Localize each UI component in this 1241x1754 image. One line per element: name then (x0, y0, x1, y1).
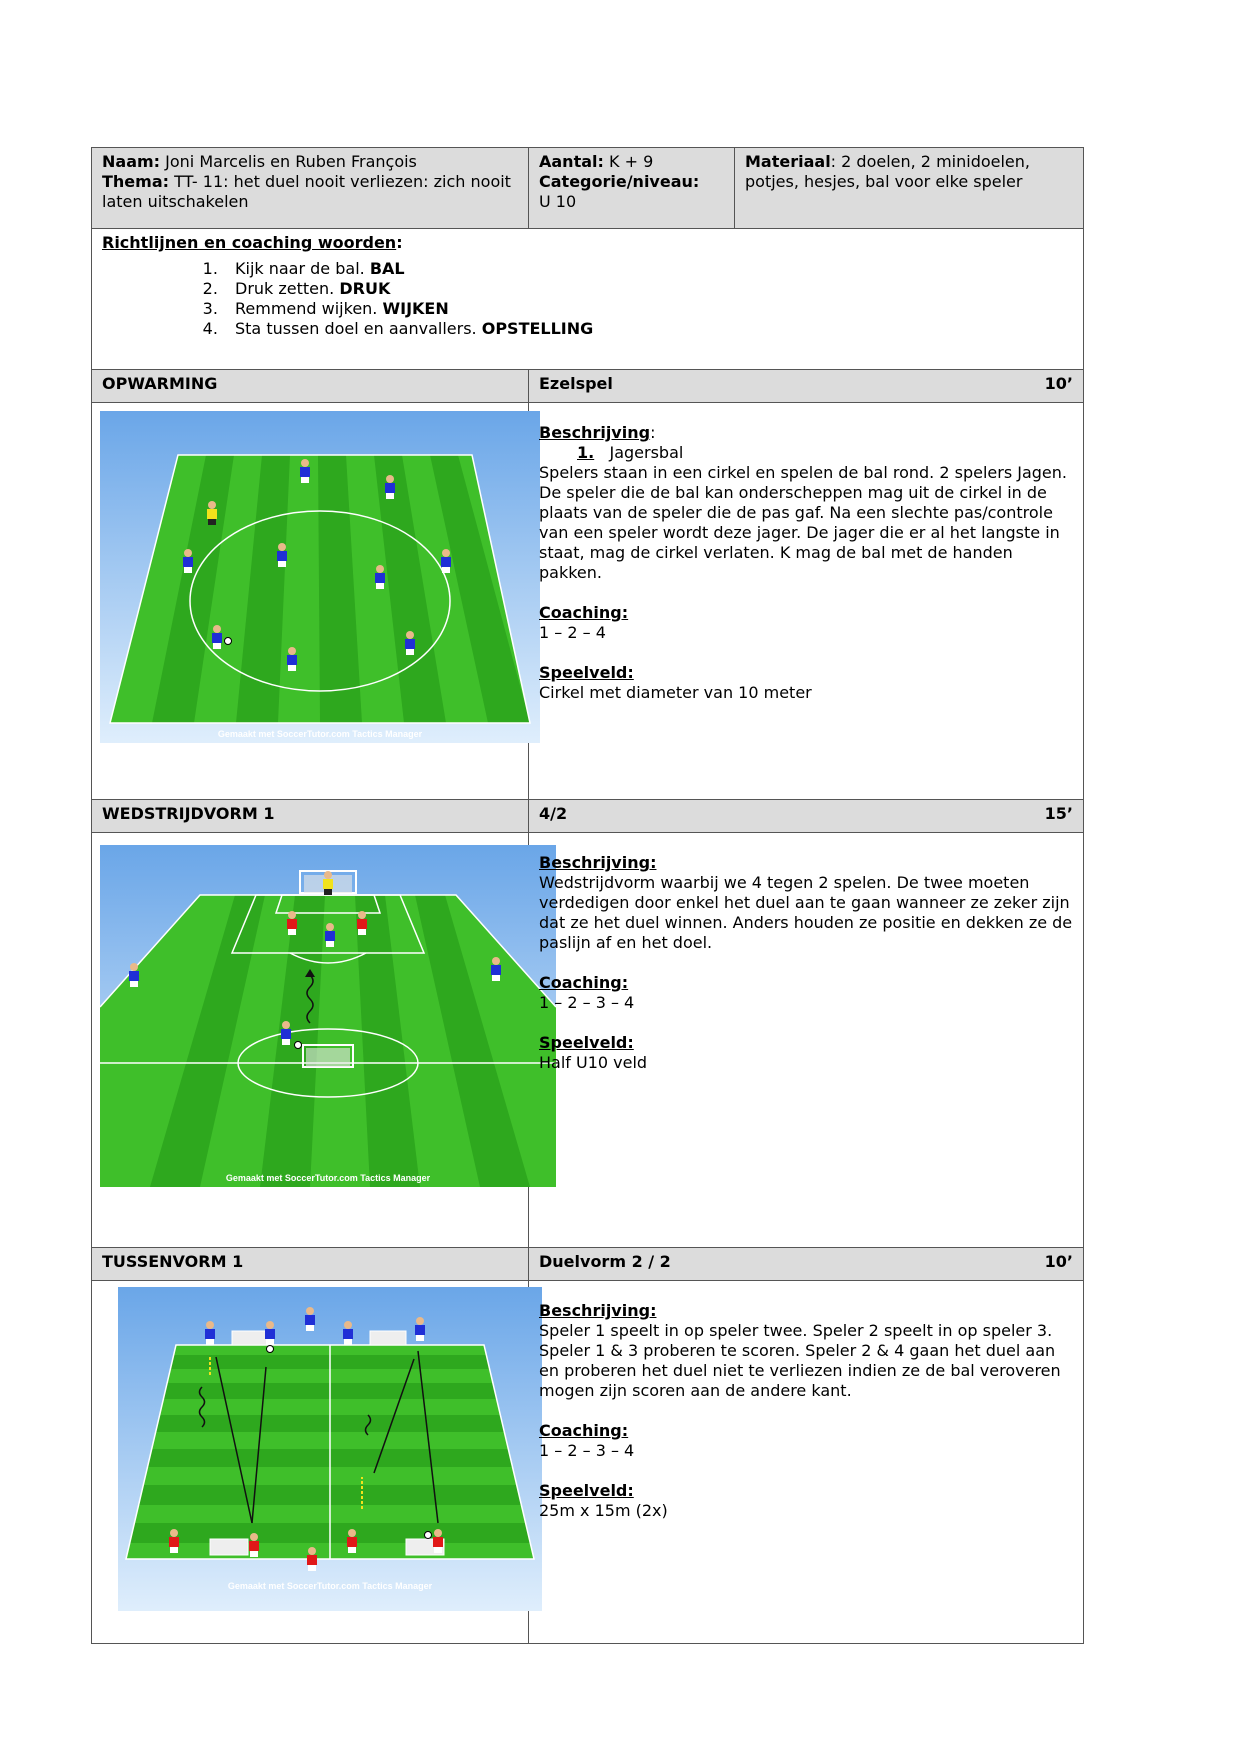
player-blue (375, 565, 385, 589)
watermark: Gemaakt met SoccerTutor.com Tactics Manager (227, 1581, 433, 1591)
drill-diagram-4-2 (100, 845, 556, 1187)
goalkeeper-yellow (323, 871, 333, 895)
guideline-text: Sta tussen doel en aanvallers. (235, 319, 482, 338)
section-exercise-cell (529, 800, 1084, 833)
player-blue (343, 1321, 353, 1345)
diagram-cell (92, 403, 529, 800)
player-blue (325, 923, 335, 947)
player-red (287, 911, 297, 935)
player-red (249, 1533, 259, 1557)
player-blue (281, 1021, 291, 1045)
guideline-item (223, 259, 1073, 279)
header-row (92, 148, 1084, 229)
coaching-value: 1 – 2 – 4 (539, 623, 606, 642)
player-blue (183, 549, 193, 573)
player-blue (277, 543, 287, 567)
section-header-tussenvorm (92, 1248, 1084, 1281)
guidelines-colon: : (396, 233, 403, 252)
player-blue (441, 549, 451, 573)
player-blue (491, 957, 501, 981)
section-exercise: Ezelspel (539, 374, 613, 393)
player-red (433, 1529, 443, 1553)
coaching-value: 1 – 2 – 3 – 4 (539, 993, 635, 1012)
coaching-label: Coaching: (539, 1421, 629, 1440)
field-value: 25m x 15m (2x) (539, 1501, 668, 1520)
description-label: Beschrijving: (539, 853, 657, 872)
materiaal-label: Materiaal (745, 152, 831, 171)
guideline-keyword: OPSTELLING (481, 319, 594, 338)
diagram-cell (92, 833, 529, 1248)
section-header-opwarming (92, 370, 1084, 403)
guideline-text: Kijk naar de bal. (235, 259, 370, 278)
sub-title: Jagersbal (609, 443, 684, 462)
categorie-label: Categorie/niveau: (539, 172, 700, 191)
goalkeeper-yellow (207, 501, 217, 525)
player-blue (300, 459, 310, 483)
ball-icon (295, 1042, 302, 1049)
player-red (347, 1529, 357, 1553)
naam-value: Joni Marcelis en Ruben François (165, 152, 417, 171)
sub-number: 1. (577, 443, 595, 462)
player-blue (305, 1307, 315, 1331)
mini-goal-icon (210, 1539, 248, 1555)
section-exercise-cell (529, 370, 1084, 403)
guideline-keyword: WIJKEN (382, 299, 449, 318)
coaching-label: Coaching: (539, 603, 629, 622)
player-blue (212, 625, 222, 649)
section-time: 10’ (1044, 374, 1073, 393)
description-colon: : (650, 423, 656, 442)
guideline-text: Druk zetten. (235, 279, 340, 298)
guidelines-list (102, 259, 1073, 339)
field-label: Speelveld: (539, 1481, 634, 1500)
player-red (307, 1547, 317, 1571)
description-text: Speler 1 speelt in op speler twee. Speler 2 speelt in op speler 3. Speler 1 & 3 proberen te scoren. Speler 2 & 4 gaan het duel aan en proberen het duel niet te verliezen indien ze de bal veroveren mogen zijn scoren aan de andere kant. (539, 1321, 1061, 1400)
coaching-value: 1 – 2 – 3 – 4 (539, 1441, 635, 1460)
player-red (357, 911, 367, 935)
guidelines-title: Richtlijnen en coaching woorden (102, 233, 397, 252)
mini-goal-icon (370, 1331, 406, 1345)
naam-label: Naam: (102, 152, 161, 171)
player-blue (385, 475, 395, 499)
description-label: Beschrijving: (539, 1301, 657, 1320)
guideline-item (223, 319, 1073, 339)
materiaal-cell (735, 148, 1084, 229)
section-time: 15’ (1044, 804, 1073, 823)
section-exercise: Duelvorm 2 / 2 (539, 1252, 671, 1271)
player-red (169, 1529, 179, 1553)
training-plan-table (91, 147, 1084, 1644)
section-header-wedstrijdvorm (92, 800, 1084, 833)
section-body-opwarming (92, 403, 1084, 800)
field-label: Speelveld: (539, 1033, 634, 1052)
guideline-text: Remmend wijken. (235, 299, 383, 318)
mini-goal-icon (232, 1331, 268, 1345)
thema-value: TT- 11: het duel nooit verliezen: zich nooit laten uitschakelen (102, 172, 511, 211)
watermark: Gemaakt met SoccerTutor.com Tactics Manager (217, 729, 423, 739)
guideline-keyword: BAL (369, 259, 405, 278)
section-body-wedstrijdvorm (92, 833, 1084, 1248)
materiaal-value: : 2 doelen, 2 minidoelen, potjes, hesjes, bal voor elke speler (745, 152, 1030, 191)
training-sheet (91, 147, 1083, 1644)
description-cell (529, 833, 1084, 1248)
ball-icon (425, 1532, 432, 1539)
watermark: Gemaakt met SoccerTutor.com Tactics Manager (225, 1173, 431, 1183)
diagram-cell (92, 1281, 529, 1644)
guidelines-row (92, 229, 1084, 370)
field-value: Half U10 veld (539, 1053, 648, 1072)
guideline-keyword: DRUK (339, 279, 391, 298)
section-name: TUSSENVORM 1 (92, 1248, 529, 1281)
aantal-value: K + 9 (609, 152, 654, 171)
guideline-item (223, 299, 1073, 319)
categorie-value: U 10 (539, 192, 577, 211)
description-text: Spelers staan in een cirkel en spelen de bal rond. 2 spelers Jagen. De speler die de bal kan onderscheppen mag uit de cirkel in de plaats van de speler die de pas gaf. Na een slechte pas/controle van een speler wordt deze jager. De jager die er al het langste in staat, mag de cirkel verlaten. K mag de bal met de handen pakken. (539, 463, 1067, 582)
field-value: Cirkel met diameter van 10 meter (539, 683, 812, 702)
guidelines-cell (92, 229, 1084, 370)
section-exercise-cell (529, 1248, 1084, 1281)
ball-icon (225, 638, 232, 645)
player-blue (405, 631, 415, 655)
player-blue (129, 963, 139, 987)
section-time: 10’ (1044, 1252, 1073, 1271)
description-cell (529, 1281, 1084, 1644)
player-blue (415, 1317, 425, 1341)
ball-icon (267, 1346, 274, 1353)
section-name: OPWARMING (92, 370, 529, 403)
section-name: WEDSTRIJDVORM 1 (92, 800, 529, 833)
thema-label: Thema: (102, 172, 170, 191)
aantal-label: Aantal: (539, 152, 604, 171)
field-label: Speelveld: (539, 663, 634, 682)
drill-diagram-ezelspel (100, 411, 540, 743)
description-cell (529, 403, 1084, 800)
player-blue (265, 1321, 275, 1345)
naam-thema-cell (92, 148, 529, 229)
description-label: Beschrijving (539, 423, 651, 442)
player-blue (287, 647, 297, 671)
coaching-label: Coaching: (539, 973, 629, 992)
description-text: Wedstrijdvorm waarbij we 4 tegen 2 spelen. De twee moeten verdedigen door enkel het duel aan te gaan wanneer ze zeker zijn dat ze het duel winnen. Anders houden ze positie en dekken ze de paslijn af en het doel. (539, 873, 1073, 952)
section-exercise: 4/2 (539, 804, 568, 823)
section-body-tussenvorm (92, 1281, 1084, 1644)
player-blue (205, 1321, 215, 1345)
guideline-item (223, 279, 1073, 299)
drill-diagram-duelvorm (118, 1287, 542, 1611)
aantal-cell (529, 148, 735, 229)
